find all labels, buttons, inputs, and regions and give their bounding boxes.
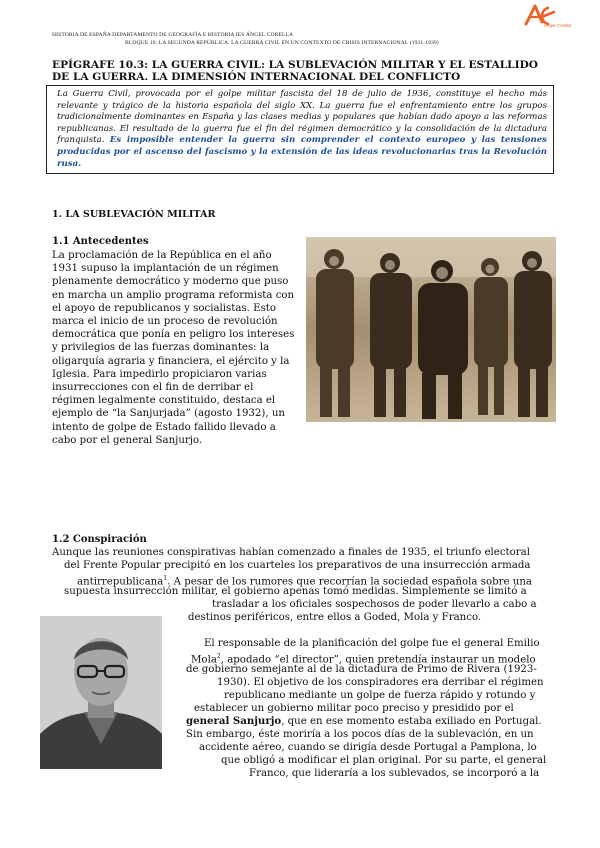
text-run: trasladar a los oficiales sospechosos de poder llevarlo a cabo a (212, 599, 537, 610)
text-run: destinos periféricos, entre ellos a Goded, Mola y Franco. (188, 612, 482, 623)
summary-highlight: Es imposible entender la guerra sin comprender el contexto europeo y las tensiones producidas por el ascenso del fascismo y la extensión de las ideas revolucionarias tras la Revolución rusa. (57, 135, 547, 169)
summary-box (46, 85, 554, 174)
conspiracion-line (52, 546, 530, 559)
text-run: El responsable de la planificación del golpe fue el general Emilio (204, 638, 540, 649)
conspiracion-line (64, 585, 527, 598)
conspiracion-line (217, 676, 544, 689)
general-sanjurjo-bold: general Sanjurjo (186, 715, 282, 727)
text-run: del Frente Popular precipitó en los cuarteles los preparativos de una insurrección armada (64, 560, 531, 571)
summary-text: La Guerra Civil, provocada por el golpe militar fascista del 18 de julio de 1936, constituye el hecho más relevante y trágico de la historia española del siglo XX. La guerra fue el enfrentamiento entre los grupos tradicionalmente dominantes en España y las clases medias y populares que habían dado apoyo a las reformas republicanas. El resultado de la guerra fue el fin del régimen democrático y la consolidación de la dictadura franquista. (57, 89, 547, 146)
text-run: Mola (191, 654, 217, 666)
subsection-heading-antecedentes: 1.1 Antecedentes (52, 236, 149, 247)
military-officers-photo (306, 237, 556, 422)
subsection-heading-conspiracion: 1.2 Conspiración (52, 534, 147, 545)
section-heading-sublevacion: 1. LA SUBLEVACIÓN MILITAR (52, 209, 216, 220)
text-run: , apodado “el director”, quien pretendía instaurar un modelo (220, 654, 536, 666)
text-run: Sin embargo, éste moriría a los pocos días de la sublevación, en un (186, 729, 534, 740)
antecedentes-paragraph: La proclamación de la República en el año 1931 supuso la implantación de un régimen plenamente democrático y moderno que puso en marcha un amplio programa reformista con el apoyo de republicanos y socialistas. Esto marca el inicio de un proceso de revolución democrática que ponía en peligro los intereses y privilegios de las fuerzas dominantes: la oligarquía agraria y financiera, el ejército y la Iglesia. Para impedirlo propiciaron varias insurrecciones con el fin de derribar el régimen legalmente constituido, destaca el ejemplo de “la Sanjurjada” (agosto 1932), un intento de golpe de Estado fallido llevado a cabo por el general Sanjurjo. (52, 250, 295, 446)
header-line-1: HISTORIA DE ESPAÑA DEPARTAMENTO DE GEOGRAFÍA E HISTORIA IES ÁNGEL CORELLA (52, 32, 294, 38)
text-run: , que en ese momento estaba exiliado en Portugal. (281, 716, 542, 727)
conspiracion-line (186, 663, 537, 676)
text-run: supuesta insurrección militar, el gobierno apenas tomó medidas. Simplemente se limitó a (64, 586, 527, 597)
conspiracion-line (249, 767, 539, 780)
page-title: EPÍGRAFE 10.3: LA GUERRA CIVIL: LA SUBLEVACIÓN MILITAR Y EL ESTALLIDO DE LA GUERRA. LA DIMENSIÓN INTERNACIONAL DEL CONFLICTO (52, 59, 538, 83)
text-run: antirrepublicana (77, 576, 164, 588)
header-line-2: BLOQUE 10: LA SEGUNDA REPÚBLICA. LA GUERRA CIVIL EN UN CONTEXTO DE CRISIS INTERNACIONAL (1931-1939) (125, 40, 439, 46)
conspiracion-line (186, 728, 534, 741)
conspiracion-line (204, 637, 540, 650)
general-mola-portrait (40, 616, 162, 769)
conspiracion-line (64, 559, 530, 572)
conspiracion-line (188, 611, 481, 624)
school-logo (520, 2, 576, 32)
logo-text: Ángel Corella (544, 23, 572, 28)
text-run: . A pesar de los rumores que recorrían la sociedad española sobre una (167, 576, 532, 588)
conspiracion-line (212, 598, 537, 611)
conspiracion-line (194, 702, 514, 715)
conspiracion-line (199, 741, 537, 754)
text-run: que obligó a modificar el plan original. Por su parte, el general (221, 755, 547, 766)
conspiracion-line (186, 715, 542, 728)
text-run: establecer un gobierno militar poco preciso y presidido por el (194, 703, 514, 714)
text-run: Aunque las reuniones conspirativas habían comenzado a finales de 1935, el triunfo electoral (52, 547, 530, 558)
conspiracion-line (224, 689, 535, 702)
text-run: Franco, que lideraría a los sublevados, se incorporó a la (249, 768, 540, 779)
text-run: 1930). El objetivo de los conspiradores era derribar el régimen (217, 677, 544, 688)
conspiracion-line (221, 754, 546, 767)
footnote-ref-2[interactable]: 2 (216, 653, 221, 660)
text-run: de gobierno semejante al de la dictadura de Primo de Rivera (1923- (186, 664, 537, 675)
text-run: accidente aéreo, cuando se dirigía desde Portugal a Pamplona, lo (199, 742, 537, 753)
text-run: republicano mediante un golpe de fuerza rápido y rotundo y (224, 690, 536, 701)
footnote-ref-1[interactable]: 1 (163, 575, 168, 582)
